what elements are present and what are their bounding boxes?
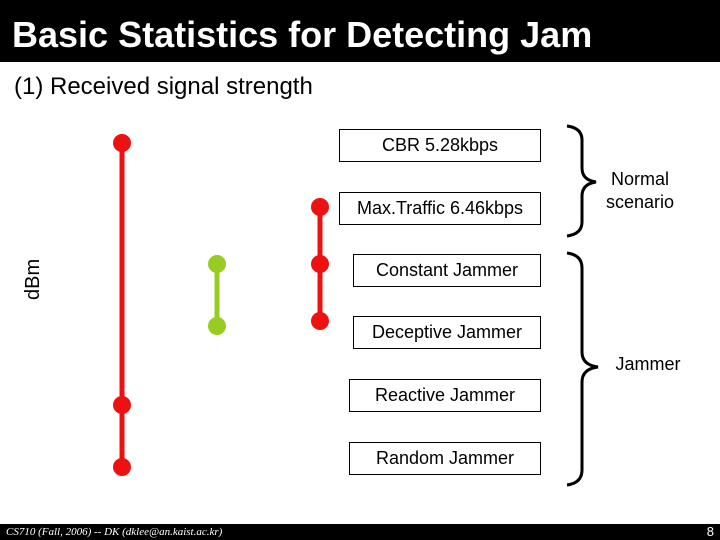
- slide-title: Basic Statistics for Detecting Jam: [12, 14, 593, 55]
- box-constant-jammer: Constant Jammer: [353, 254, 541, 287]
- range-mid-marker: [113, 396, 131, 414]
- y-axis-label: dBm: [22, 258, 44, 300]
- range-max-marker: [311, 198, 329, 216]
- range-bar-green: [208, 255, 226, 335]
- range-min-marker: [113, 458, 131, 476]
- range-bar-red-long: [113, 134, 131, 476]
- range-max-marker: [208, 255, 226, 273]
- footer-text: CS710 (Fall, 2006) -- DK (dklee@an.kaist.ac.kr): [6, 526, 223, 538]
- group-normal-label: Normal scenario: [605, 169, 675, 212]
- box-reactive-jammer: Reactive Jammer: [349, 379, 541, 412]
- slide-subtitle: (1) Received signal strength: [14, 73, 313, 100]
- box-maxtraffic: Max.Traffic 6.46kbps: [339, 192, 541, 225]
- range-max-marker: [113, 134, 131, 152]
- brace-normal: [567, 126, 596, 236]
- group-jammer-label: Jammer: [615, 354, 681, 374]
- brace-jammer: [567, 253, 598, 485]
- page-number: 8: [706, 524, 714, 539]
- range-min-marker: [311, 312, 329, 330]
- range-min-marker: [208, 317, 226, 335]
- box-random-jammer: Random Jammer: [349, 442, 541, 475]
- range-mid-marker: [311, 255, 329, 273]
- box-cbr: CBR 5.28kbps: [339, 129, 541, 162]
- box-deceptive-jammer: Deceptive Jammer: [353, 316, 541, 349]
- range-bar-red-short: [311, 198, 329, 330]
